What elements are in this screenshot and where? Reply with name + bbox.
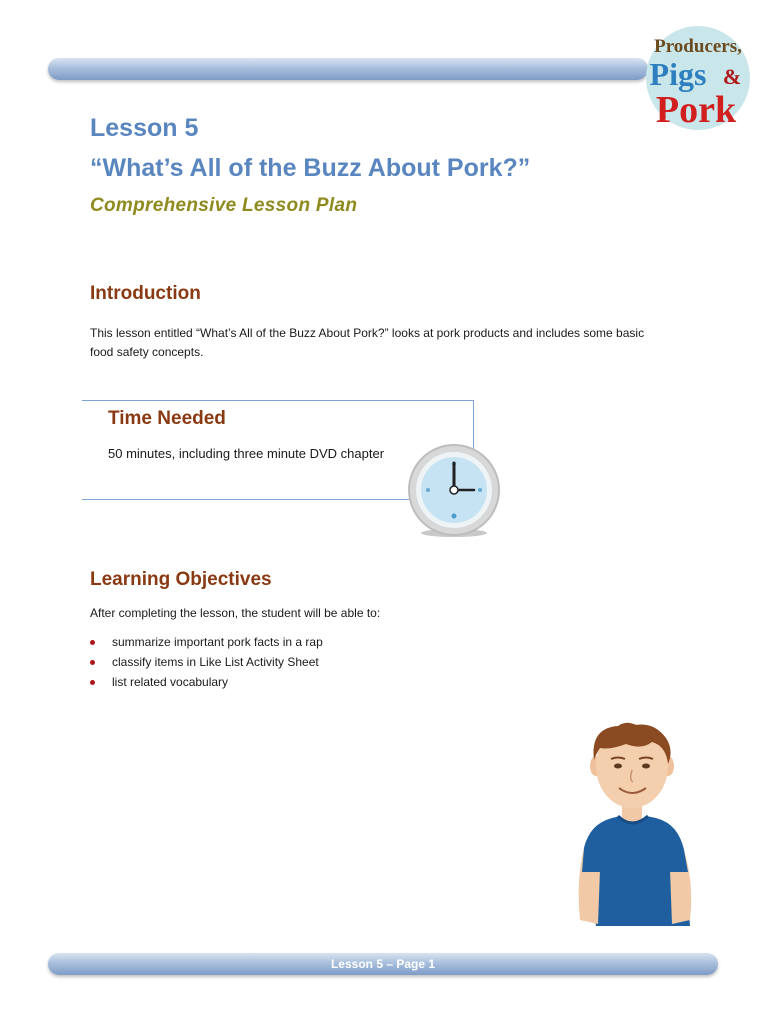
objective-text: summarize important pork facts in a rap xyxy=(112,635,323,649)
objectives-list xyxy=(90,633,323,693)
header-bar xyxy=(48,58,648,80)
learning-objectives-intro: After completing the lesson, the student will be able to: xyxy=(90,606,381,620)
objective-text: list related vocabulary xyxy=(112,675,229,689)
footer-bar xyxy=(48,953,718,975)
lesson-subtitle: Comprehensive Lesson Plan xyxy=(90,195,358,216)
introduction-line-1: This lesson entitled “What’s All of the Buzz About Pork?” looks at pork products and includes some basic xyxy=(90,326,645,340)
bullet-icon xyxy=(90,680,95,685)
clock-icon xyxy=(404,440,504,540)
bullet-icon xyxy=(90,660,95,665)
introduction-line-2: food safety concepts. xyxy=(90,345,204,359)
page-number: Lesson 5 – Page 1 xyxy=(330,957,436,971)
introduction-heading: Introduction xyxy=(90,283,201,304)
logo-graphic xyxy=(638,22,756,134)
logo-line2: Pigs xyxy=(649,56,707,92)
list-item xyxy=(90,673,323,693)
time-needed-text: 50 minutes, including three minute DVD chapter xyxy=(108,446,385,461)
learning-objectives-heading: Learning Objectives xyxy=(90,569,272,590)
logo-line1: Producers, xyxy=(654,36,742,57)
boy-illustration xyxy=(570,720,700,935)
logo-amp: & xyxy=(722,64,742,89)
bullet-icon xyxy=(90,640,95,645)
list-item xyxy=(90,633,323,653)
logo-line3: Pork xyxy=(655,89,737,131)
list-item xyxy=(90,653,323,673)
lesson-number: Lesson 5 xyxy=(90,114,199,142)
lesson-title: “What’s All of the Buzz About Pork?” xyxy=(90,154,531,182)
objective-text: classify items in Like List Activity Sheet xyxy=(112,655,319,669)
time-needed-heading: Time Needed xyxy=(108,408,226,429)
